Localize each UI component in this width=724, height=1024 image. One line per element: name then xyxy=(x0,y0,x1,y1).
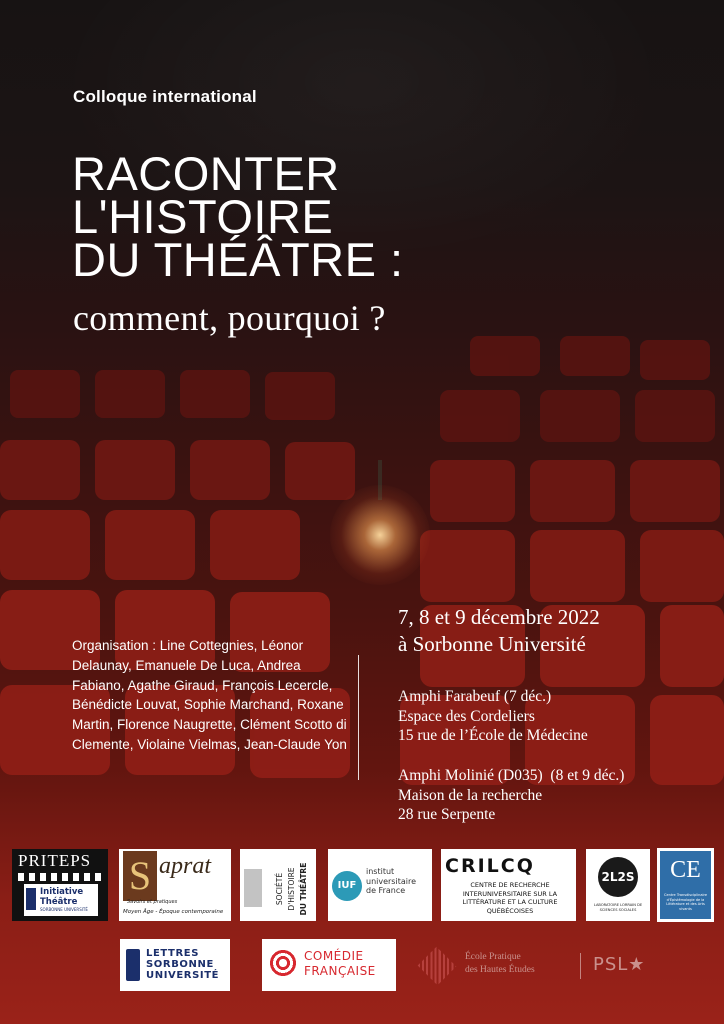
column-divider xyxy=(358,655,359,780)
saprat-initial-icon: S xyxy=(123,851,157,901)
title-line: RACONTER xyxy=(72,147,340,200)
sht-line: DU THÉÂTRE xyxy=(299,862,308,916)
venue-molinie xyxy=(398,766,624,825)
logo-divider xyxy=(580,953,581,979)
venue-building: Maison de la recherche xyxy=(398,786,543,804)
sht-emblem-icon xyxy=(244,869,262,907)
sorbonne-s-icon xyxy=(26,888,36,910)
priteps-bars-icon xyxy=(18,873,102,881)
comedie-francaise-logo xyxy=(262,939,396,991)
venue-building: Espace des Cordeliers xyxy=(398,707,535,725)
initiative-theatre-text xyxy=(40,887,83,907)
sht-line: SOCIÉTÉ xyxy=(275,872,284,906)
iuf-line: universitaire xyxy=(366,876,416,886)
ephe-text xyxy=(465,951,535,977)
iuf-line: de France xyxy=(366,886,406,895)
organisers-list: Organisation : Line Cottegnies, Léonor Delaunay, Emanuele De Luca, Andrea Fabiano, Agathe Giraud, François Lecercle, Bénédicte Louvat, Sophie Marchand, Roxane Martin, Florence Naugrette, Clément Scotto di Clemente, Violaine Vielmas, Jean-Claude Yon xyxy=(72,638,347,752)
crilcq-logo xyxy=(441,849,576,921)
initiative-label: Initiative xyxy=(40,887,84,897)
cf-line: FRANÇAISE xyxy=(304,964,376,978)
venue-farabeuf xyxy=(398,687,588,746)
ce-subtitle: Centre Transdisciplinaire d'Épistémologie de la Littérature et des Arts vivants xyxy=(664,893,707,911)
2l2s-logo xyxy=(586,849,650,921)
sorbonne-s-icon xyxy=(126,949,140,981)
ce-mark-icon: CE xyxy=(670,857,701,883)
crilcq-subtitle: CENTRE DE RECHERCHE INTERUNIVERSITAIRE SUR LA LITTÉRATURE ET LA CULTURE QUÉBÉCOISES xyxy=(462,881,558,915)
venue-address: 28 rue Serpente xyxy=(398,806,496,823)
iuf-line: institut xyxy=(366,867,395,876)
2l2s-mark-icon: 2L2S xyxy=(598,857,638,897)
lettres-line: LETTRES xyxy=(146,948,200,959)
event-dates xyxy=(398,604,600,658)
title-line: DU THÉÂTRE : xyxy=(72,233,404,286)
lettres-line: UNIVERSITÉ xyxy=(146,970,220,981)
ephe-psl-logo xyxy=(415,945,645,987)
title-line: L'HISTOIRE xyxy=(72,190,334,243)
subtitle: comment, pourquoi ? xyxy=(73,298,386,338)
priteps-name: PRITEPS xyxy=(18,851,92,870)
cf-text xyxy=(304,949,376,979)
venue-address: 15 rue de l’École de Médecine xyxy=(398,727,588,744)
saprat-name: aprat xyxy=(159,853,212,879)
saprat-tagline: Savoirs et pratiques xyxy=(127,899,178,905)
psl-mark: PSL★ xyxy=(593,954,646,975)
ephe-line: École Pratique xyxy=(465,952,521,962)
initiative-theatre-badge xyxy=(24,884,98,916)
sht-line: D'HISTOIRE xyxy=(287,867,296,911)
location-line: à Sorbonne Université xyxy=(398,632,586,656)
cf-line: COMÉDIE xyxy=(304,949,364,963)
ce-panel xyxy=(660,851,711,919)
lettres-line: SORBONNE xyxy=(146,959,214,970)
event-type: Colloque international xyxy=(73,87,257,106)
iuf-text xyxy=(366,867,416,896)
crilcq-name: CRILCQ xyxy=(445,855,535,877)
venue-name: Amphi Farabeuf (7 déc.) xyxy=(398,688,552,705)
main-title xyxy=(72,147,404,286)
venue-name: Amphi Molinié (D035) (8 et 9 déc.) xyxy=(398,767,625,784)
ghost-light-bulb xyxy=(330,485,430,585)
societe-histoire-theatre-logo xyxy=(240,849,316,921)
ce-logo xyxy=(657,848,714,922)
target-ring-icon xyxy=(268,948,298,978)
ephe-line: des Hautes Études xyxy=(465,965,535,975)
dates-line: 7, 8 et 9 décembre 2022 xyxy=(398,605,600,629)
priteps-logo xyxy=(12,849,108,921)
lettres-sorbonne-logo xyxy=(120,939,230,991)
iuf-logo xyxy=(328,849,432,921)
2l2s-subtitle: LABORATOIRE LORRAIN DE SCIENCES SOCIALES xyxy=(593,903,643,912)
ephe-diamond-icon xyxy=(418,947,457,986)
iuf-mark-icon: IUF xyxy=(332,871,362,901)
saprat-period: Moyen Âge - Époque contemporaine xyxy=(123,909,224,915)
saprat-logo xyxy=(119,849,231,921)
sorbonne-label: SORBONNE UNIVERSITÉ xyxy=(40,907,88,912)
theatre-label: Théâtre xyxy=(40,897,78,907)
lettres-text xyxy=(146,948,219,981)
